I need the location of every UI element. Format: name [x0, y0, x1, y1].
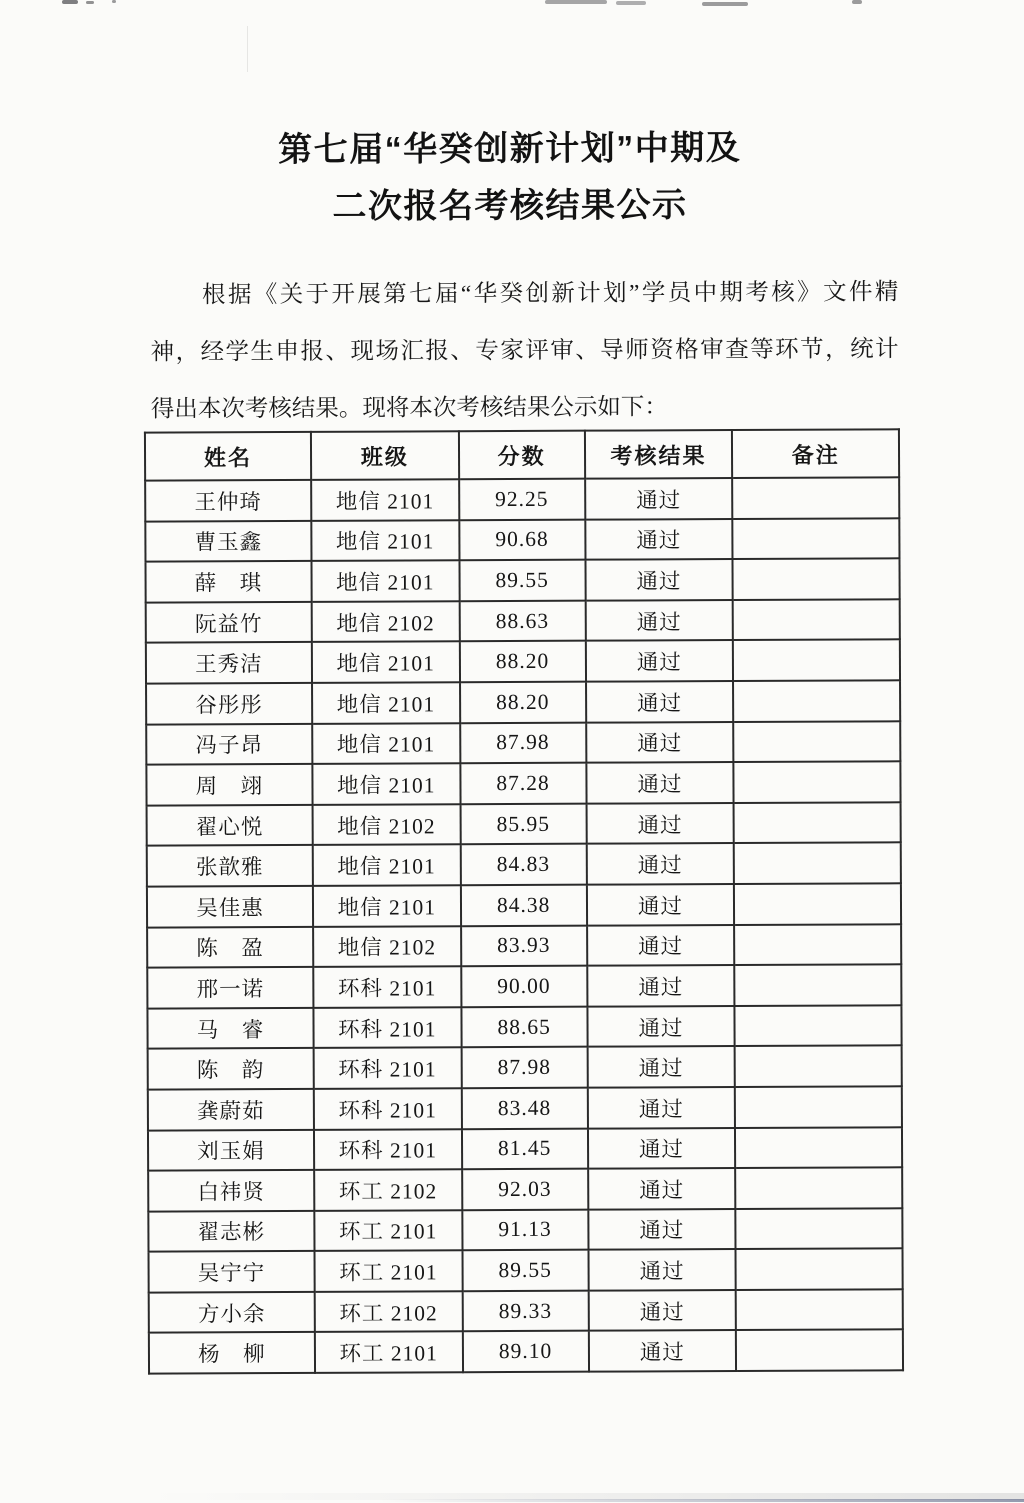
- cell-score: 91.13: [462, 1209, 588, 1250]
- table-row: [148, 1046, 902, 1090]
- cell-class: 环科 2101: [314, 1088, 462, 1129]
- title-line-1: 第七届“华癸创新计划”中期及: [278, 128, 742, 170]
- cell-remark: [735, 1005, 902, 1046]
- cell-name: 翟志彬: [148, 1211, 314, 1252]
- table-row: [149, 1289, 903, 1333]
- cell-name: 邢一诺: [147, 967, 313, 1008]
- results-table: [144, 428, 904, 1374]
- cell-remark: [733, 680, 900, 721]
- cell-score: 89.33: [462, 1291, 588, 1332]
- cell-class: 地信 2102: [313, 926, 461, 967]
- cell-remark: [736, 1208, 903, 1249]
- cell-class: 地信 2101: [311, 560, 459, 601]
- table-row: [148, 1086, 902, 1130]
- cell-remark: [734, 761, 901, 802]
- cell-result: 通过: [585, 478, 733, 519]
- cell-result: 通过: [588, 1249, 736, 1290]
- cell-result: 通过: [586, 762, 734, 803]
- table-row: [147, 843, 901, 887]
- cell-class: 环工 2102: [314, 1169, 462, 1210]
- cell-name: 曹玉鑫: [145, 520, 311, 561]
- cell-class: 地信 2101: [311, 479, 459, 520]
- table-row: [146, 599, 900, 643]
- cell-name: 谷彤彤: [146, 683, 312, 724]
- cell-result: 通过: [585, 600, 733, 641]
- cell-remark: [735, 1046, 902, 1087]
- cell-result: 通过: [585, 640, 733, 681]
- results-table-body: [145, 477, 903, 1373]
- cell-remark: [733, 640, 900, 681]
- table-row: [147, 924, 901, 968]
- cell-score: 87.98: [460, 722, 586, 763]
- header-name: 姓名: [145, 432, 311, 481]
- cell-remark: [735, 964, 902, 1005]
- cell-class: 地信 2101: [312, 763, 460, 804]
- cell-remark: [736, 1249, 903, 1290]
- cell-name: 王仲琦: [145, 480, 311, 521]
- cell-remark: [733, 518, 900, 559]
- cell-remark: [734, 924, 901, 965]
- cell-result: 通过: [587, 965, 735, 1006]
- cell-score: 89.55: [462, 1250, 588, 1291]
- cell-name: 刘玉娟: [148, 1129, 314, 1170]
- cell-remark: [736, 1289, 903, 1330]
- cell-score: 90.00: [461, 966, 587, 1007]
- cell-result: 通过: [586, 681, 734, 722]
- cell-result: 通过: [588, 1209, 736, 1250]
- cell-result: 通过: [586, 722, 734, 763]
- cell-class: 环工 2101: [314, 1210, 462, 1251]
- table-row: [149, 1330, 903, 1374]
- table-row: [149, 1249, 903, 1293]
- cell-score: 89.10: [463, 1331, 589, 1372]
- cell-score: 84.83: [460, 844, 586, 885]
- header-result: 考核结果: [584, 430, 732, 479]
- cell-remark: [732, 477, 899, 518]
- cell-name: 翟心悦: [147, 805, 313, 846]
- cell-score: 85.95: [460, 803, 586, 844]
- cell-name: 陈 韵: [148, 1048, 314, 1089]
- cell-class: 地信 2101: [312, 642, 460, 683]
- cell-score: 89.55: [459, 560, 585, 601]
- cell-remark: [735, 1086, 902, 1127]
- cell-name: 冯子昂: [146, 723, 312, 764]
- cell-remark: [733, 599, 900, 640]
- cell-name: 吴宁宁: [149, 1251, 315, 1292]
- cell-result: 通过: [588, 1290, 736, 1331]
- cell-score: 90.68: [459, 519, 585, 560]
- table-row: [147, 883, 901, 927]
- cell-score: 88.20: [460, 641, 586, 682]
- cell-result: 通过: [585, 559, 733, 600]
- header-remark: 备注: [732, 429, 899, 478]
- cell-class: 地信 2101: [313, 845, 461, 886]
- cell-result: 通过: [587, 1006, 735, 1047]
- cell-name: 方小余: [149, 1292, 315, 1333]
- cell-name: 龚蔚茹: [148, 1089, 314, 1130]
- paragraph-line-2: 神，经学生申报、现场汇报、专家评审、导师资格审查等环节，统计: [150, 336, 899, 366]
- table-row: [146, 640, 900, 684]
- cell-score: 92.03: [462, 1169, 588, 1210]
- table-row: [147, 1005, 901, 1049]
- header-score: 分数: [459, 431, 585, 480]
- cell-class: 地信 2102: [312, 601, 460, 642]
- cell-class: 环科 2101: [313, 1007, 461, 1048]
- cell-remark: [735, 1167, 902, 1208]
- table-row: [146, 721, 900, 765]
- cell-class: 地信 2101: [313, 885, 461, 926]
- cell-result: 通过: [588, 1128, 736, 1169]
- cell-score: 88.63: [459, 600, 585, 641]
- cell-class: 环工 2101: [314, 1251, 462, 1292]
- cell-name: 薛 琪: [145, 561, 311, 602]
- cell-name: 马 睿: [147, 1008, 313, 1049]
- table-row: [148, 1167, 902, 1211]
- cell-result: 通过: [587, 1087, 735, 1128]
- cell-name: 周 翊: [146, 764, 312, 805]
- cell-remark: [734, 802, 901, 843]
- cell-result: 通过: [586, 803, 734, 844]
- cell-class: 环科 2101: [313, 1048, 461, 1089]
- cell-remark: [735, 1127, 902, 1168]
- cell-result: 通过: [588, 1330, 736, 1371]
- cell-result: 通过: [586, 843, 734, 884]
- scan-artifact: [380, 1499, 1024, 1502]
- cell-score: 88.65: [461, 1006, 587, 1047]
- cell-result: 通过: [587, 1046, 735, 1087]
- cell-result: 通过: [585, 519, 733, 560]
- cell-score: 81.45: [462, 1128, 588, 1169]
- cell-remark: [734, 721, 901, 762]
- cell-score: 87.28: [460, 763, 586, 804]
- cell-score: 83.48: [461, 1088, 587, 1129]
- table-row: [148, 1208, 902, 1252]
- cell-class: 地信 2102: [312, 804, 460, 845]
- table-row: [145, 518, 899, 562]
- cell-class: 地信 2101: [312, 723, 460, 764]
- cell-remark: [734, 843, 901, 884]
- cell-name: 陈 盈: [147, 926, 313, 967]
- table-row: [146, 761, 900, 805]
- header-class: 班级: [311, 431, 459, 480]
- cell-score: 83.93: [461, 925, 587, 966]
- cell-class: 地信 2101: [311, 520, 459, 561]
- cell-name: 白祎贤: [148, 1170, 314, 1211]
- cell-name: 阮益竹: [146, 602, 312, 643]
- cell-class: 环科 2101: [314, 1129, 462, 1170]
- cell-score: 84.38: [461, 885, 587, 926]
- table-row: [146, 680, 900, 724]
- cell-score: 92.25: [459, 479, 585, 520]
- table-row: [145, 477, 899, 521]
- cell-class: 环工 2102: [315, 1291, 463, 1332]
- cell-class: 环工 2101: [315, 1332, 463, 1373]
- cell-score: 88.20: [460, 682, 586, 723]
- table-row: [145, 558, 899, 602]
- cell-class: 环科 2101: [313, 966, 461, 1007]
- title-line-2: 二次报名考核结果公示: [332, 186, 688, 226]
- cell-name: 王秀洁: [146, 642, 312, 683]
- paragraph-line-3: 得出本次考核结果。现将本次考核结果公示如下：: [150, 393, 668, 423]
- cell-result: 通过: [588, 1168, 736, 1209]
- cell-result: 通过: [586, 884, 734, 925]
- table-row: [147, 802, 901, 846]
- cell-remark: [736, 1330, 903, 1371]
- cell-name: 杨 柳: [149, 1332, 315, 1373]
- cell-result: 通过: [587, 925, 735, 966]
- table-row: [147, 964, 901, 1008]
- table-header-row: [145, 429, 899, 480]
- cell-score: 87.98: [461, 1047, 587, 1088]
- paragraph-line-1: 根据《关于开展第七届“华癸创新计划”学员中期考核》文件精: [201, 279, 899, 309]
- cell-remark: [734, 883, 901, 924]
- cell-class: 地信 2101: [312, 682, 460, 723]
- table-row: [148, 1127, 902, 1171]
- document-title: [0, 119, 1022, 237]
- cell-name: 张歆雅: [147, 845, 313, 886]
- intro-paragraph: [150, 264, 899, 438]
- cell-name: 吴佳惠: [147, 886, 313, 927]
- cell-remark: [733, 558, 900, 599]
